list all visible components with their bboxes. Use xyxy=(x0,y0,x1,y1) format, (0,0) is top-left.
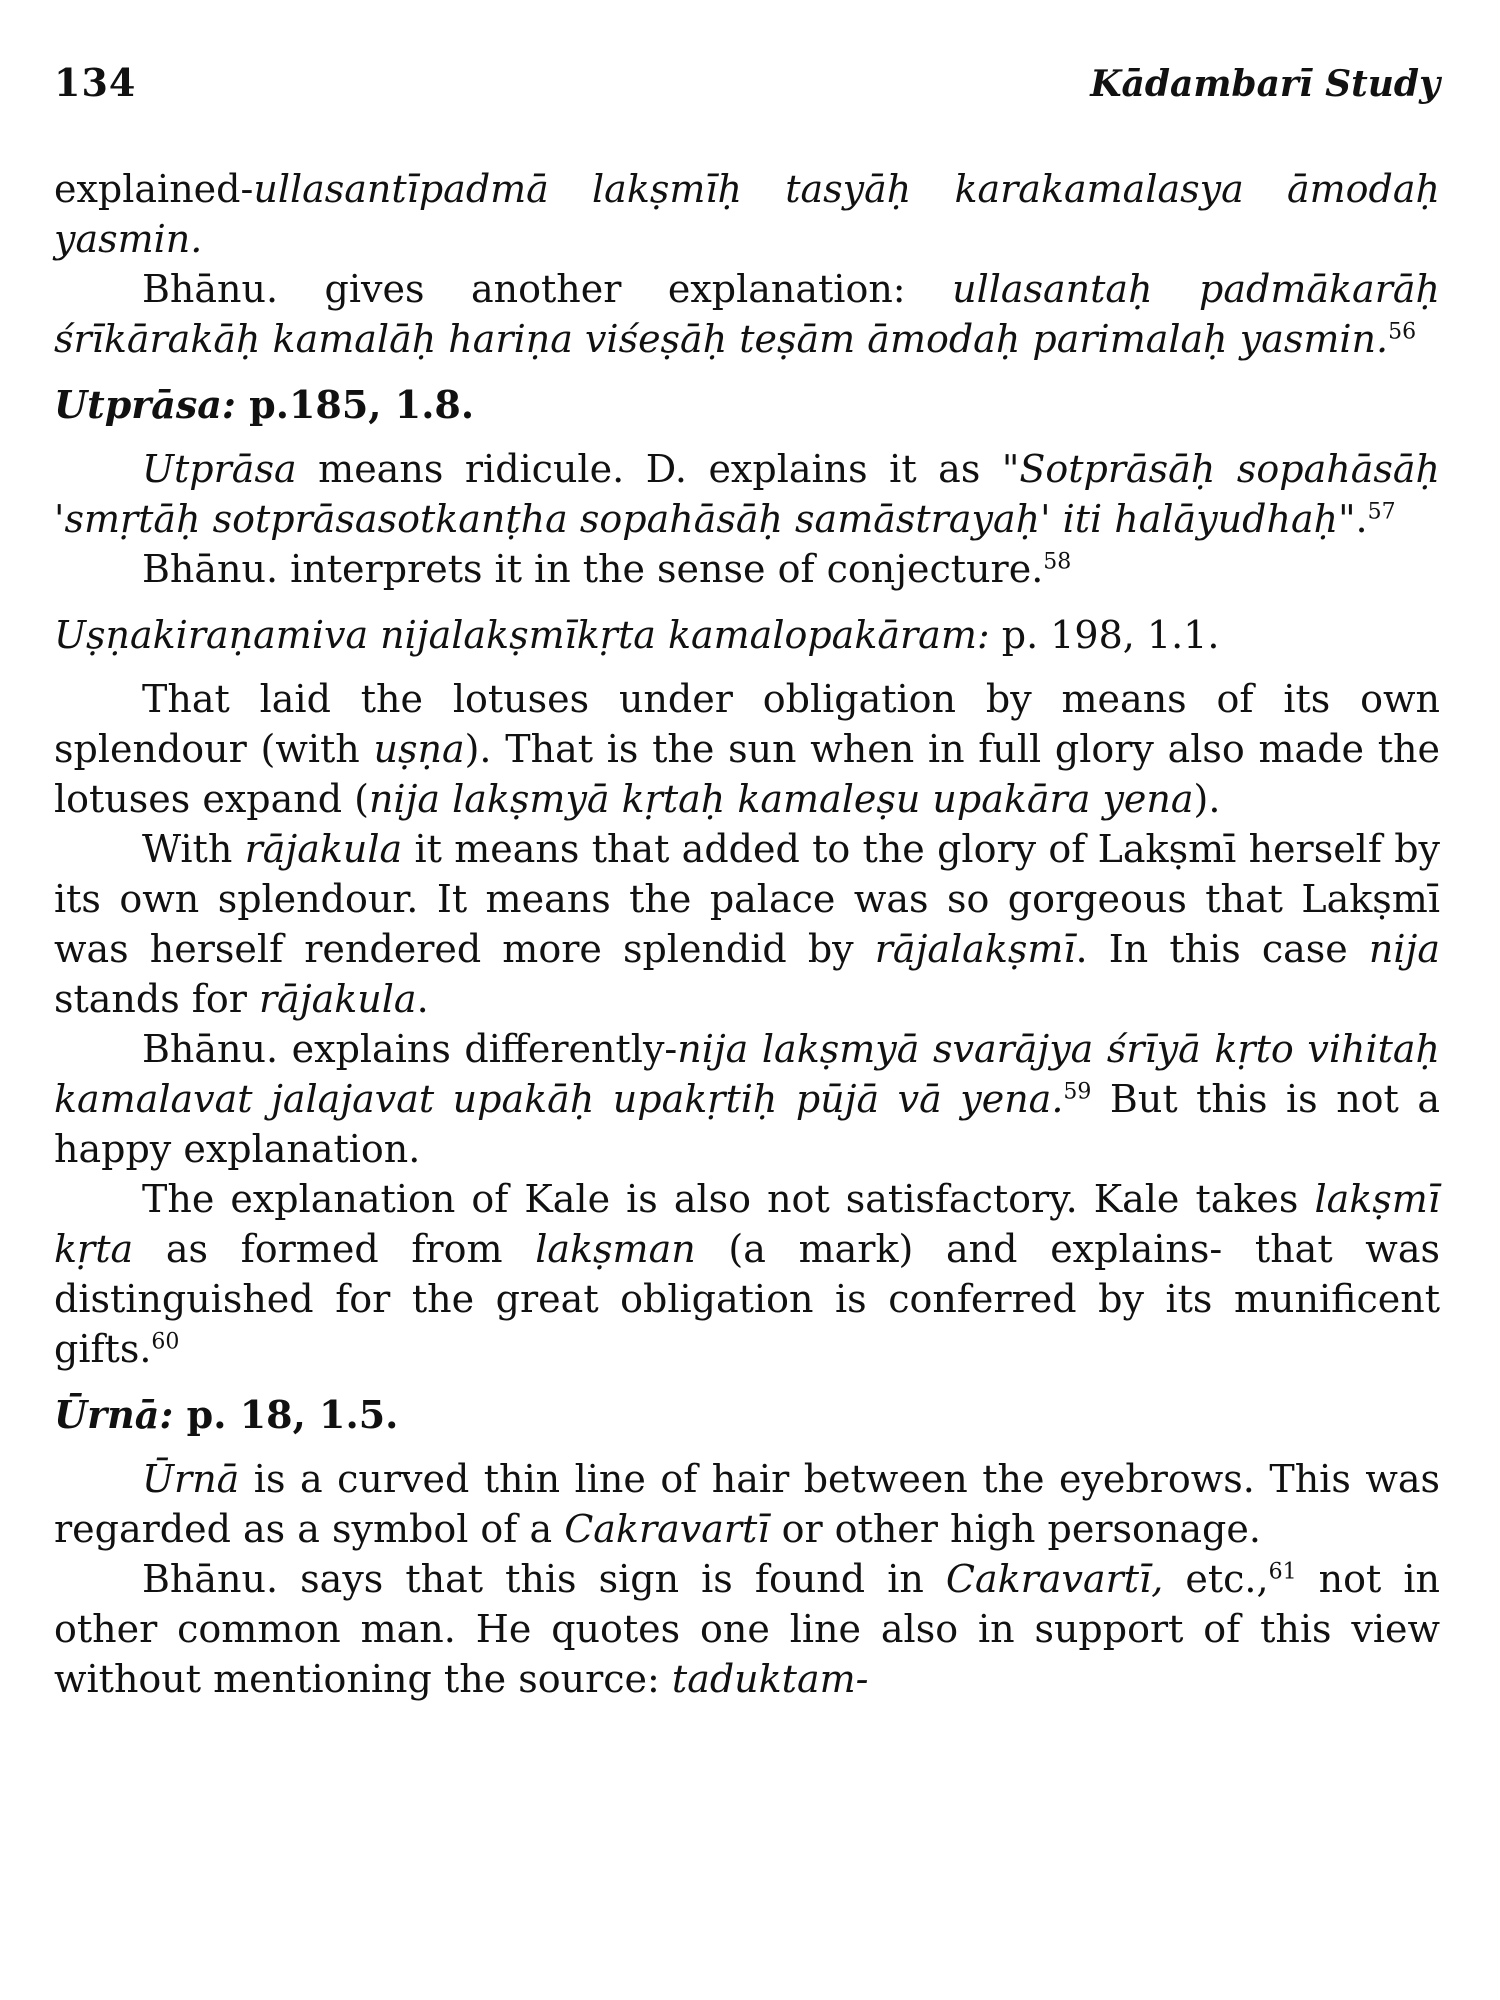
paragraph: Bhānu. says that this sign is found in Cakravartī, etc.,$^{61}$ not in other common man. He quotes one line also in support of this view without mentioning the source: taduktam- xyxy=(54,1557,1440,1701)
paragraph: Bhānu. explains differently-nija lakṣmyā svarājya śrīyā kṛto vihitaḥ kamalavat jalajavat upakāḥ upakṛtiḥ pūjā vā yena.$^{59}$ But this is not a happy explanation. xyxy=(54,1027,1440,1171)
footnote-ref: 60 xyxy=(151,1329,180,1355)
running-title: Kādambarī Study xyxy=(1090,63,1440,105)
footnote-ref: 59 xyxy=(1063,1079,1092,1105)
footnote-ref: 58 xyxy=(1043,549,1072,575)
paragraph: Utprāsa means ridicule. D. explains it as "Sotprāsāḥ sopahāsāḥ 'smṛtāḥ sotprāsasotkanṭha sopahāsāḥ samāstrayaḥ' iti halāyudhaḥ".$^{57}$ xyxy=(54,447,1440,541)
footnote-ref: 61 xyxy=(1268,1559,1297,1585)
paragraph: Ūrnā is a curved thin line of hair between the eyebrows. This was regarded as a symbol of a Cakravartī or other high personage. xyxy=(54,1457,1440,1551)
paragraph: Bhānu. gives another explanation: ullasantaḥ padmākarāḥ śrīkārakāḥ kamalāḥ hariṇa viśeṣāḥ teṣām āmodaḥ parimalaḥ yasmin.$^{56}$ xyxy=(54,267,1441,361)
entry-heading: Uṣṇakiraṇamiva nijalakṣmīkṛta kamalopakāram: p. 198, 1.1. xyxy=(54,613,1220,657)
paragraph: explained-ullasantīpadmā lakṣmīḥ tasyāḥ karakamalasya āmodaḥ yasmin. xyxy=(54,167,1440,261)
page-header xyxy=(54,60,1440,124)
page-number: 134 xyxy=(54,60,137,105)
entry-heading: Ūrnā: p. 18, 1.5. xyxy=(54,1392,399,1437)
paragraph: With rājakula it means that added to the glory of Lakṣmī herself by its own splendour. It means the palace was so gorgeous that Lakṣmī was herself rendered more splendid by rājalakṣmī. In this case nija stands for rājakula. xyxy=(54,827,1440,1021)
footnote-ref: 57 xyxy=(1367,499,1396,525)
paragraph: Bhānu. interprets it in the sense of conjecture.$^{58}$ xyxy=(142,547,1072,591)
paragraph: The explanation of Kale is also not satisfactory. Kale takes lakṣmī kṛta as formed from lakṣman (a mark) and explains- that was distinguished for the great obligation is conferred by its munificent gifts.$^{60}$ xyxy=(54,1177,1440,1371)
footnote-ref: 56 xyxy=(1388,319,1417,345)
paragraph: That laid the lotuses under obligation by means of its own splendour (with uṣṇa). That is the sun when in full glory also made the lotuses expand (nija lakṣmyā kṛtaḥ kamaleṣu upakāra yena). xyxy=(54,677,1440,821)
entry-heading: Utprāsa: p.185, 1.8. xyxy=(54,382,475,427)
